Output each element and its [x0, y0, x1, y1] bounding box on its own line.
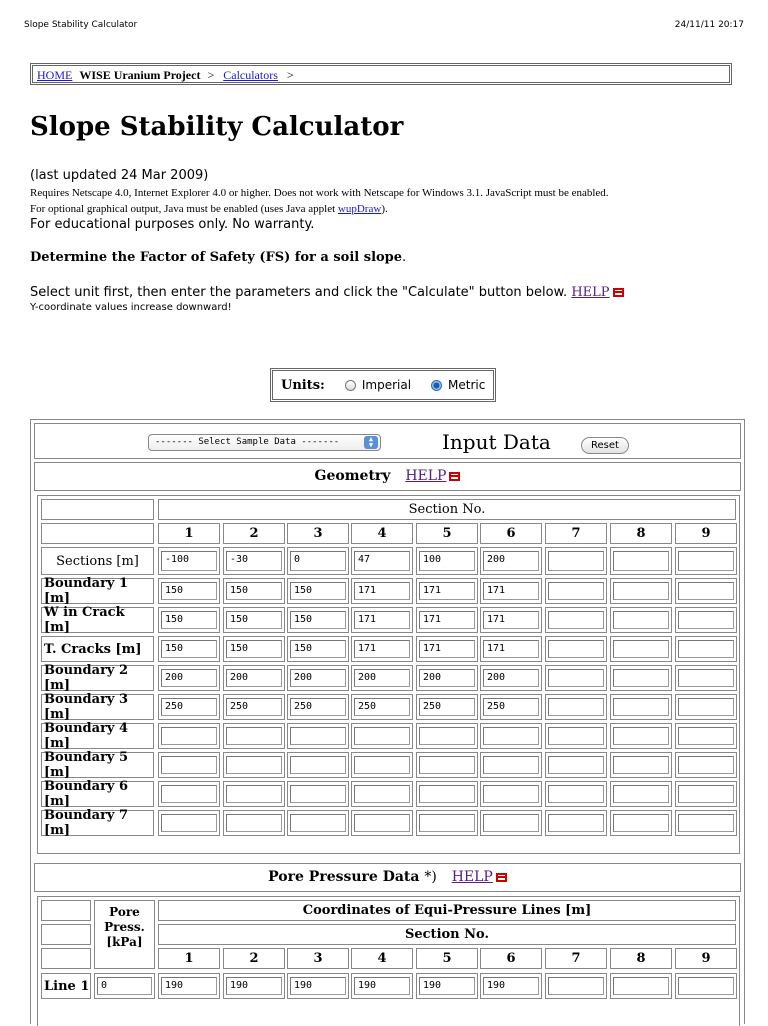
table-cell [610, 973, 672, 999]
column-header-2: 2 [223, 948, 285, 969]
geometry-input[interactable] [678, 669, 734, 687]
geometry-input[interactable] [613, 611, 669, 629]
geometry-input[interactable] [483, 727, 539, 745]
table-cell [158, 578, 220, 604]
geometry-input[interactable] [419, 727, 475, 745]
breadcrumb [30, 63, 732, 85]
geometry-input[interactable] [290, 727, 346, 745]
geometry-input[interactable]: 150 [290, 611, 346, 629]
table-cell [223, 723, 285, 749]
geometry-input[interactable] [548, 814, 604, 832]
geometry-input[interactable]: -100 [161, 551, 217, 571]
table-cell [480, 810, 542, 836]
geometry-input[interactable] [354, 814, 410, 832]
geometry-input[interactable] [419, 814, 475, 832]
pore-pressure-label: Pore Pressure Data [268, 869, 420, 885]
row-label: Boundary 7 [m] [41, 810, 154, 836]
geometry-input[interactable]: 200 [483, 669, 539, 687]
geometry-input[interactable] [226, 785, 282, 803]
table-cell [545, 547, 607, 575]
geometry-input[interactable]: 200 [161, 669, 217, 687]
table-cell [545, 752, 607, 778]
row-label: Boundary 2 [m] [41, 665, 154, 691]
geometry-input[interactable] [613, 785, 669, 803]
new-window-icon [449, 472, 460, 481]
table-cell [94, 973, 155, 999]
geometry-input[interactable]: 100 [419, 551, 475, 571]
geometry-input[interactable]: 200 [419, 669, 475, 687]
table-cell [545, 723, 607, 749]
geometry-input[interactable] [290, 756, 346, 774]
geometry-input[interactable] [548, 785, 604, 803]
table-cell [351, 723, 413, 749]
blank-header-cell [41, 523, 154, 544]
geometry-input[interactable] [354, 727, 410, 745]
wupdraw-link[interactable]: wupDraw [337, 203, 382, 215]
table-cell [351, 578, 413, 604]
geometry-input[interactable] [613, 551, 669, 571]
input-data-title: Input Data [442, 430, 551, 454]
new-window-icon [496, 873, 507, 882]
instructions-text [30, 285, 624, 300]
pore-pressure-bar [34, 863, 741, 892]
blank-header-cell [41, 900, 91, 921]
geometry-input[interactable] [613, 698, 669, 716]
geometry-input[interactable]: 171 [354, 640, 410, 658]
column-header-4: 4 [351, 948, 413, 969]
geometry-input[interactable] [354, 785, 410, 803]
table-cell [610, 607, 672, 633]
column-header-1: 1 [158, 523, 220, 544]
table-cell [610, 636, 672, 662]
calculators-link[interactable]: Calculators [223, 68, 278, 82]
coordinate-input[interactable]: 190 [354, 977, 410, 995]
table-cell [675, 810, 737, 836]
line-label: Line 1 [41, 973, 91, 999]
table-cell [223, 694, 285, 720]
column-header-1: 1 [158, 948, 220, 969]
table-cell [416, 636, 478, 662]
geometry-input[interactable]: 47 [354, 551, 410, 571]
table-cell [158, 636, 220, 662]
geometry-input[interactable]: 200 [290, 669, 346, 687]
table-cell [351, 781, 413, 807]
table-cell [545, 973, 607, 999]
table-cell [158, 752, 220, 778]
table-cell [416, 578, 478, 604]
table-cell [158, 665, 220, 691]
table-cell [287, 810, 349, 836]
geometry-input[interactable] [613, 814, 669, 832]
table-cell [351, 973, 413, 999]
table-cell [351, 752, 413, 778]
java-note-end: ). [381, 203, 388, 215]
table-cell [287, 723, 349, 749]
geometry-input[interactable] [226, 756, 282, 774]
column-header-9: 9 [675, 948, 737, 969]
table-cell [675, 547, 737, 575]
geometry-input[interactable] [548, 551, 604, 571]
table-cell [223, 973, 285, 999]
sample-data-select-value: ------- Select Sample Data ------- [155, 437, 340, 447]
geometry-help-link[interactable]: HELP [405, 468, 447, 484]
table-cell [287, 752, 349, 778]
purpose-dot: . [402, 250, 407, 265]
table-cell [223, 636, 285, 662]
geometry-title [35, 468, 740, 484]
input-form [30, 419, 745, 1024]
table-cell [416, 694, 478, 720]
table-cell [480, 578, 542, 604]
table-cell [223, 547, 285, 575]
table-cell [675, 973, 737, 999]
sample-data-select[interactable] [148, 434, 381, 451]
table-cell [416, 665, 478, 691]
table-cell [416, 752, 478, 778]
units-selector [270, 368, 496, 402]
geometry-input[interactable]: 171 [483, 611, 539, 629]
table-cell [545, 636, 607, 662]
table-cell [158, 973, 220, 999]
table-cell [223, 810, 285, 836]
row-label: Boundary 4 [m] [41, 723, 154, 749]
geometry-input[interactable]: 171 [354, 611, 410, 629]
table-cell [545, 607, 607, 633]
geometry-input[interactable]: 0 [290, 551, 346, 571]
column-header-9: 9 [675, 523, 737, 544]
new-window-icon [613, 288, 624, 297]
geometry-input[interactable]: 150 [290, 640, 346, 658]
table-cell [223, 665, 285, 691]
table-cell [287, 607, 349, 633]
geometry-input[interactable]: 150 [226, 640, 282, 658]
table-cell [480, 973, 542, 999]
breadcrumb-separator: > [286, 68, 294, 82]
section-no-header: Section No. [158, 924, 736, 945]
column-header-7: 7 [545, 948, 607, 969]
blank-header-cell [41, 948, 91, 969]
geometry-input[interactable] [290, 785, 346, 803]
geometry-input[interactable]: 250 [483, 698, 539, 716]
geometry-input[interactable]: 150 [290, 582, 346, 600]
table-cell [287, 665, 349, 691]
table-cell [158, 781, 220, 807]
coordinate-input[interactable]: 190 [161, 977, 217, 995]
y-coordinate-note: Y-coordinate values increase downward! [30, 302, 232, 313]
table-cell [545, 810, 607, 836]
column-header-5: 5 [416, 523, 478, 544]
column-header-4: 4 [351, 523, 413, 544]
geometry-input[interactable] [290, 814, 346, 832]
geometry-input[interactable] [548, 698, 604, 716]
table-cell [416, 723, 478, 749]
geometry-input[interactable] [161, 727, 217, 745]
blank-header-cell [41, 499, 154, 520]
geometry-input[interactable]: 171 [419, 582, 475, 600]
home-link[interactable]: HOME [37, 68, 73, 82]
table-cell [610, 665, 672, 691]
geometry-input[interactable] [419, 785, 475, 803]
breadcrumb-separator: > [207, 68, 215, 82]
last-updated: (last updated 24 Mar 2009) [30, 168, 209, 183]
geometry-input[interactable] [419, 756, 475, 774]
geometry-input[interactable]: 150 [161, 611, 217, 629]
table-cell [610, 723, 672, 749]
coordinates-header: Coordinates of Equi-Pressure Lines [m] [158, 900, 736, 921]
table-cell [416, 781, 478, 807]
table-cell [675, 665, 737, 691]
column-header-6: 6 [480, 523, 542, 544]
column-header-2: 2 [223, 523, 285, 544]
geometry-input[interactable] [548, 756, 604, 774]
table-cell [416, 607, 478, 633]
table-cell [675, 694, 737, 720]
geometry-bar [34, 462, 741, 491]
select-arrows-icon: ▲ ▼ [364, 436, 378, 449]
geometry-input[interactable] [548, 669, 604, 687]
table-cell [416, 973, 478, 999]
column-header-8: 8 [610, 948, 672, 969]
table-cell [545, 578, 607, 604]
geometry-input[interactable] [613, 582, 669, 600]
row-label: Boundary 6 [m] [41, 781, 154, 807]
table-cell [158, 694, 220, 720]
geometry-input[interactable]: 171 [419, 611, 475, 629]
table-cell [480, 607, 542, 633]
geometry-input[interactable]: -30 [226, 551, 282, 571]
geometry-input[interactable] [483, 785, 539, 803]
table-cell [675, 752, 737, 778]
geometry-input[interactable] [613, 727, 669, 745]
coordinate-input[interactable] [678, 977, 734, 995]
table-cell [351, 694, 413, 720]
row-label: W in Crack [m] [41, 607, 154, 633]
blank-header-cell [41, 924, 91, 945]
geometry-input[interactable] [161, 814, 217, 832]
geometry-input[interactable]: 150 [161, 640, 217, 658]
geometry-input[interactable]: 150 [161, 582, 217, 600]
page-header-title: Slope Stability Calculator [24, 20, 138, 30]
table-cell [223, 781, 285, 807]
table-cell [610, 547, 672, 575]
table-cell [351, 665, 413, 691]
table-cell [158, 810, 220, 836]
table-cell [223, 578, 285, 604]
units-label: Units: [281, 377, 325, 393]
geometry-input[interactable] [678, 698, 734, 716]
page-header-timestamp: 24/11/11 20:17 [674, 20, 744, 30]
column-header-3: 3 [287, 948, 349, 969]
table-cell [287, 781, 349, 807]
geometry-input[interactable] [354, 756, 410, 774]
column-header-7: 7 [545, 523, 607, 544]
geometry-input[interactable]: 150 [226, 582, 282, 600]
geometry-input[interactable] [678, 814, 734, 832]
table-cell [351, 547, 413, 575]
geometry-input[interactable]: 150 [226, 611, 282, 629]
geometry-input[interactable] [613, 756, 669, 774]
table-cell [675, 636, 737, 662]
help-link[interactable]: HELP [571, 285, 610, 300]
geometry-input[interactable]: 250 [419, 698, 475, 716]
column-header-3: 3 [287, 523, 349, 544]
table-cell [158, 607, 220, 633]
metric-label: Metric [448, 378, 486, 392]
imperial-label: Imperial [361, 378, 412, 392]
geometry-input[interactable]: 200 [354, 669, 410, 687]
table-cell [675, 607, 737, 633]
table-cell [223, 607, 285, 633]
geometry-input[interactable] [678, 582, 734, 600]
coordinate-input[interactable]: 190 [483, 977, 539, 995]
geometry-input[interactable]: 250 [290, 698, 346, 716]
coordinate-input[interactable]: 190 [419, 977, 475, 995]
geometry-input[interactable] [548, 640, 604, 658]
table-cell [287, 547, 349, 575]
table-cell [351, 607, 413, 633]
table-cell [416, 547, 478, 575]
coordinate-input[interactable]: 190 [226, 977, 282, 995]
geometry-input[interactable]: 171 [483, 640, 539, 658]
purpose-bold: Determine the Factor of Safety (FS) for a soil slope [30, 250, 403, 265]
table-cell [610, 781, 672, 807]
table-cell [675, 723, 737, 749]
geometry-input[interactable]: 200 [226, 669, 282, 687]
pore-note: *) [424, 869, 437, 885]
table-cell [223, 752, 285, 778]
page-title: Slope Stability Calculator [30, 112, 404, 142]
geometry-input[interactable]: 250 [354, 698, 410, 716]
table-cell [480, 665, 542, 691]
pore-press-header: Pore Press. [kPa] [94, 900, 155, 969]
section-no-header: Section No. [158, 499, 736, 520]
geometry-input[interactable] [678, 611, 734, 629]
geometry-input[interactable] [161, 756, 217, 774]
geometry-input[interactable]: 171 [354, 582, 410, 600]
geometry-input[interactable] [678, 785, 734, 803]
warranty-text: For educational purposes only. No warranty. [30, 217, 315, 232]
pore-pressure-input[interactable]: 0 [97, 977, 152, 995]
geometry-input[interactable] [678, 756, 734, 774]
column-header-8: 8 [610, 523, 672, 544]
column-header-6: 6 [480, 948, 542, 969]
geometry-label: Geometry [314, 468, 391, 484]
row-label: T. Cracks [m] [41, 636, 154, 662]
geometry-input[interactable] [483, 814, 539, 832]
row-label: Boundary 1 [m] [41, 578, 154, 604]
requirements-text: Requires Netscape 4.0, Internet Explorer 4.0 or higher. Does not work with Netscape for Windows 3.1. JavaScript must be enabled. [30, 187, 609, 199]
geometry-input[interactable] [678, 640, 734, 658]
coordinate-input[interactable]: 190 [290, 977, 346, 995]
table-cell [158, 547, 220, 575]
geometry-input[interactable]: 200 [483, 551, 539, 571]
instructions-label: Select unit first, then enter the parameters and click the "Calculate" button below. [30, 285, 568, 300]
purpose-text [30, 250, 406, 265]
table-cell [610, 694, 672, 720]
table-cell [287, 578, 349, 604]
table-cell [610, 752, 672, 778]
column-header-5: 5 [416, 948, 478, 969]
geometry-input[interactable] [226, 727, 282, 745]
table-cell [287, 694, 349, 720]
geometry-input[interactable] [483, 756, 539, 774]
geometry-input[interactable] [548, 582, 604, 600]
metric-radio[interactable] [431, 380, 442, 391]
geometry-input[interactable]: 250 [161, 698, 217, 716]
table-cell [480, 636, 542, 662]
geometry-table [37, 495, 740, 854]
table-cell [545, 694, 607, 720]
project-name: WISE Uranium Project [79, 68, 201, 82]
geometry-input[interactable] [548, 727, 604, 745]
table-cell [158, 723, 220, 749]
table-cell [480, 547, 542, 575]
input-data-bar [34, 423, 741, 459]
row-label: Boundary 5 [m] [41, 752, 154, 778]
coordinate-input[interactable] [548, 977, 604, 995]
table-cell [351, 810, 413, 836]
table-cell [610, 810, 672, 836]
table-cell [351, 636, 413, 662]
table-cell [675, 781, 737, 807]
geometry-input[interactable] [226, 814, 282, 832]
imperial-radio[interactable] [345, 380, 356, 391]
table-cell [480, 694, 542, 720]
table-cell [480, 781, 542, 807]
geometry-input[interactable]: 250 [226, 698, 282, 716]
coordinate-input[interactable] [613, 977, 669, 995]
geometry-input[interactable] [161, 785, 217, 803]
table-cell [287, 636, 349, 662]
geometry-input[interactable] [678, 551, 734, 571]
java-note [30, 203, 388, 215]
table-cell [675, 578, 737, 604]
pore-help-link[interactable]: HELP [451, 869, 493, 885]
table-cell [416, 810, 478, 836]
row-label: Boundary 3 [m] [41, 694, 154, 720]
table-cell [480, 752, 542, 778]
row-label: Sections [m] [41, 547, 154, 575]
table-cell [545, 665, 607, 691]
geometry-input[interactable] [548, 611, 604, 629]
table-cell [480, 723, 542, 749]
table-cell [545, 781, 607, 807]
geometry-input[interactable] [613, 640, 669, 658]
geometry-input[interactable]: 171 [483, 582, 539, 600]
geometry-input[interactable] [678, 727, 734, 745]
geometry-input[interactable]: 171 [419, 640, 475, 658]
table-cell [287, 973, 349, 999]
reset-button[interactable]: Reset [581, 437, 629, 454]
java-note-text: For optional graphical output, Java must be enabled (uses Java applet [30, 203, 338, 215]
geometry-input[interactable] [613, 669, 669, 687]
pore-pressure-table [37, 896, 740, 1026]
pore-pressure-title [35, 869, 740, 885]
table-cell [610, 578, 672, 604]
